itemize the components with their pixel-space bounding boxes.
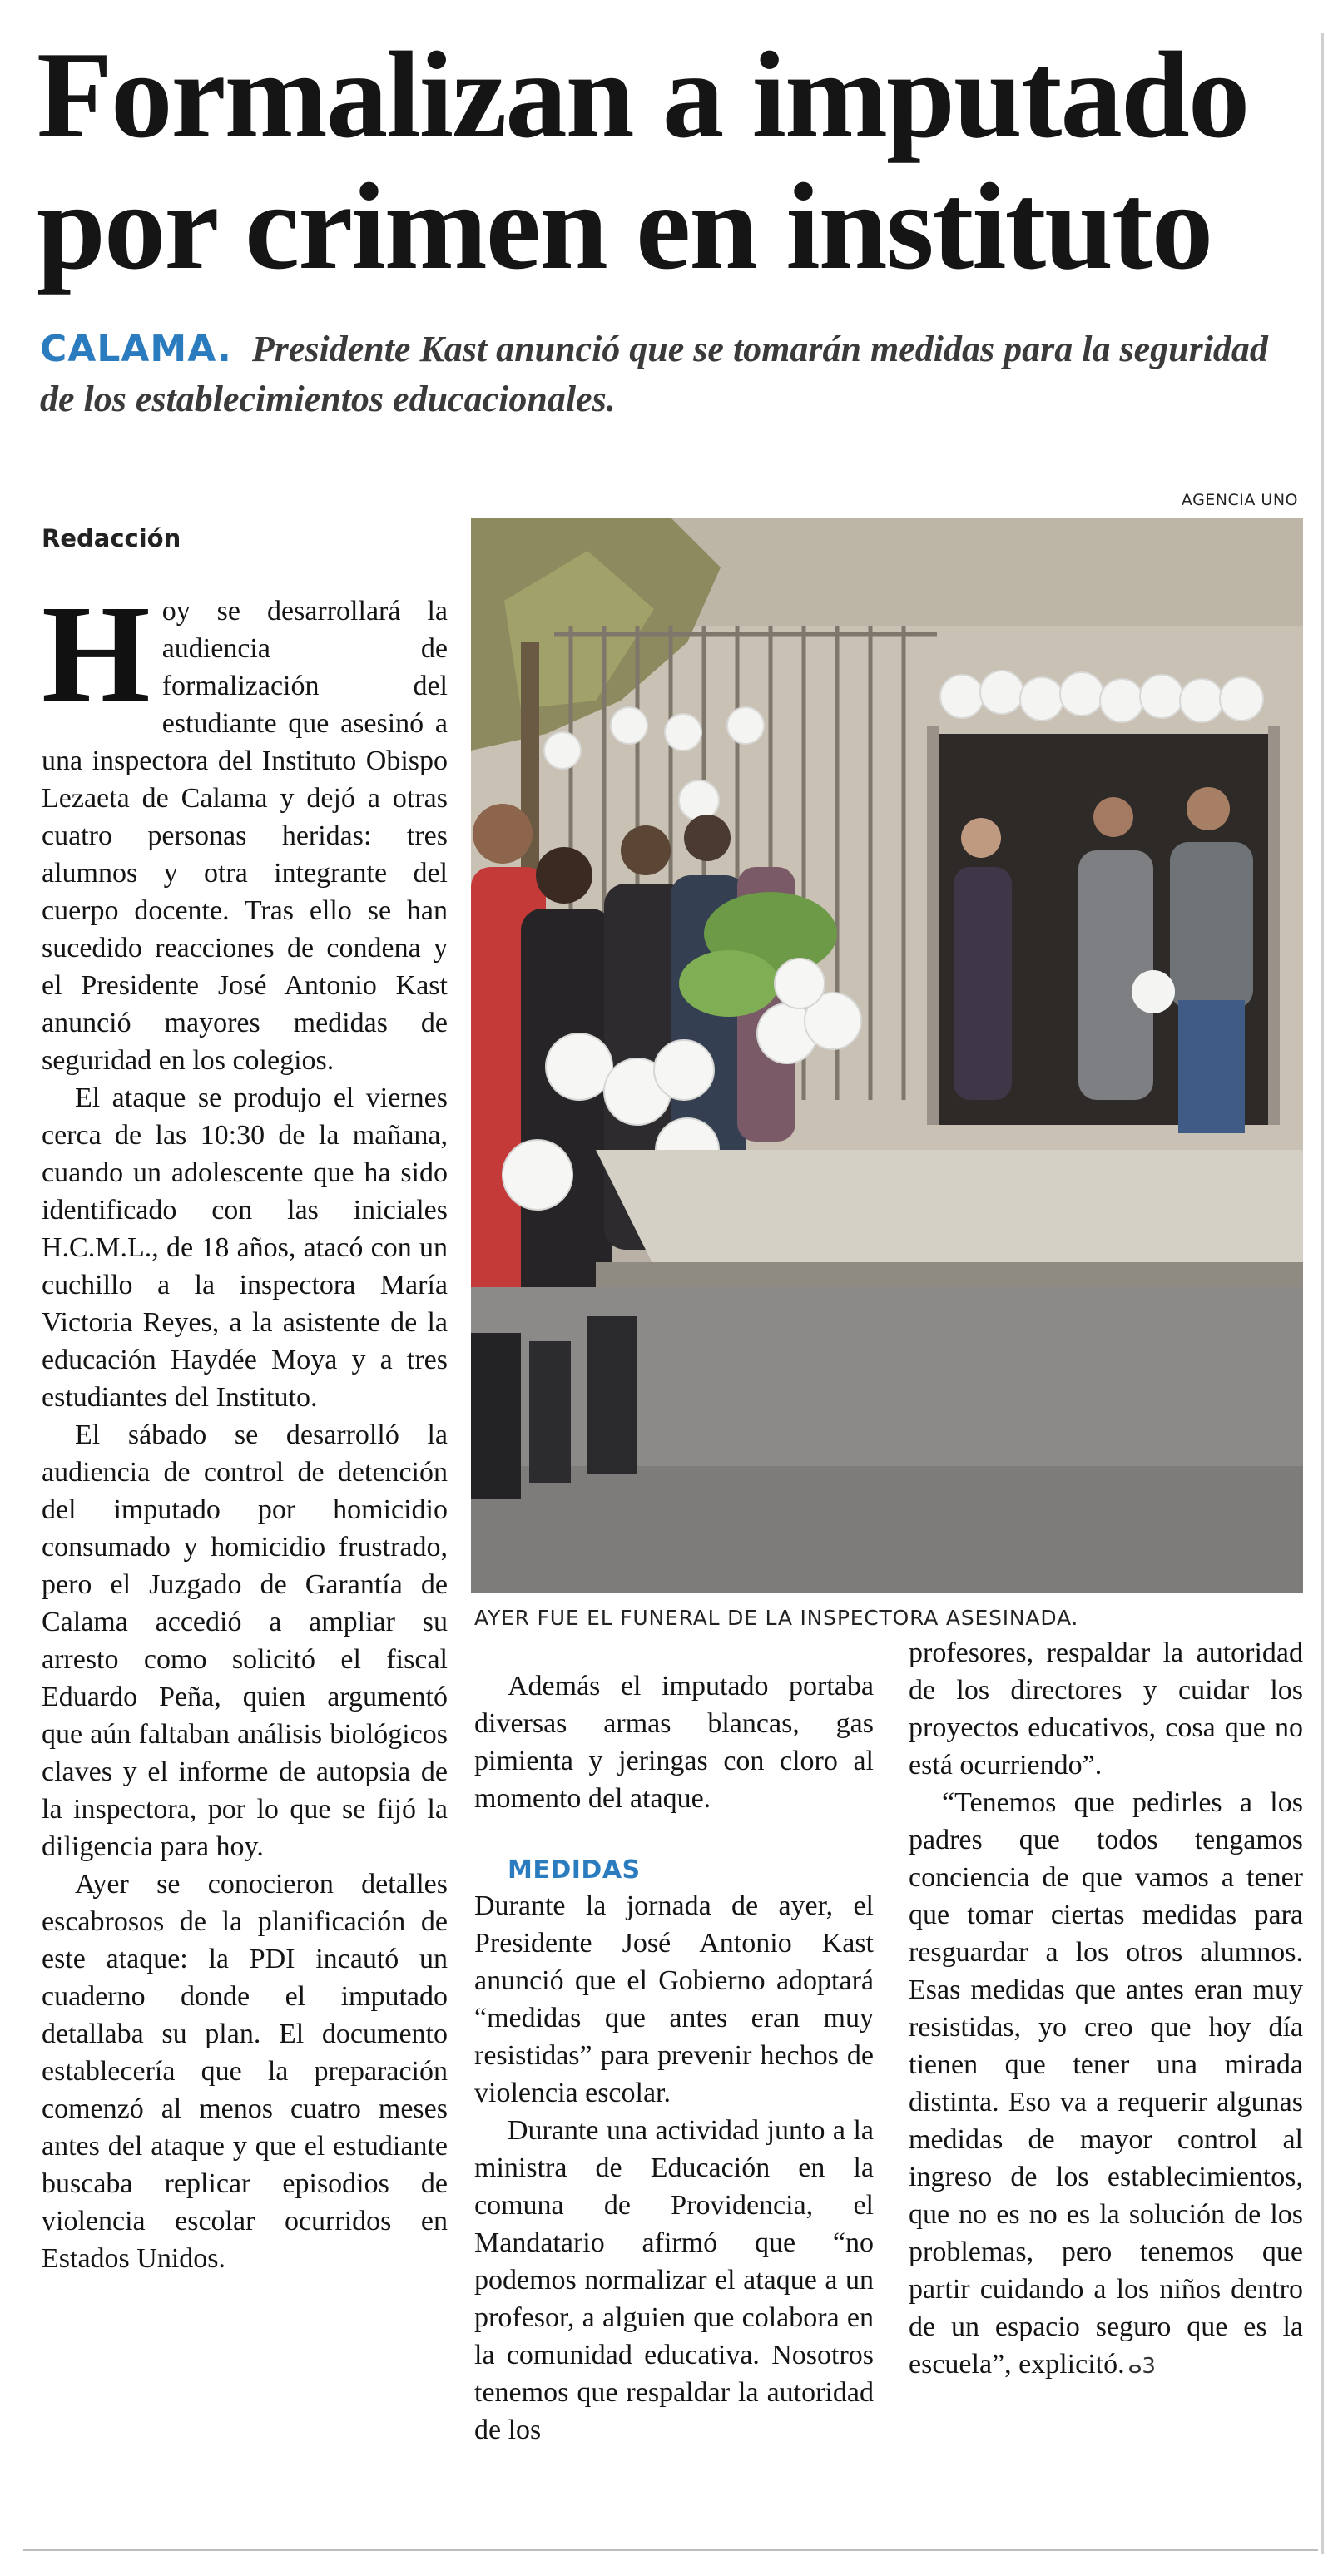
location-tag: CALAMA. — [40, 328, 232, 370]
deck-text: Presidente Kast anunció que se tomarán medidas para la seguridad de los establecimientos educacionales. — [40, 329, 1268, 419]
drop-cap: H — [42, 577, 151, 731]
paragraph-4: Ayer se conocieron detalles escabrosos de la planificación de este ataque: la PDI incautó un cuaderno donde el imputado detallaba su plan. El documento establecería que la preparación comenzó al menos cuatro meses antes del ataque y que el estudiante buscaba replicar episodios de violencia escolar ocurridos en Estados Unidos. — [42, 1869, 448, 2274]
headline-line-2: por crimen en instituto — [37, 158, 1212, 295]
photo-credit: AGENCIA UNO — [1181, 491, 1298, 509]
deck — [40, 324, 1305, 424]
paragraph-3: El sábado se desarrolló la audiencia de control de detención del imputado por homicidio consumado y homicidio frustrado, pero el Juzgado de Garantía de Calama accedió a ampliar su arresto como solicitó el fiscal Eduardo Peña, quien argumentó que aún faltaban análisis biológicos claves y el informe de autopsia de la inspectora, por lo que se fijó la diligencia para hoy. — [42, 1419, 448, 1862]
paragraph-2: El ataque se produjo el viernes cerca de las 10:30 de la mañana, cuando un adolescente que ha sido identificado con las iniciales H.C.M.L., de 18 años, atacó con un cuchillo a la inspectora María Victoria Reyes, a la asistente de la educación Haydée Moya y a tres estudiantes del Instituto. — [42, 1082, 448, 1413]
paragraph-1 — [42, 577, 448, 1079]
paragraph-5: Además el imputado portaba diversas armas blancas, gas pimienta y jeringas con cloro al momento del ataque. — [474, 1671, 874, 1814]
column-1 — [42, 577, 448, 2277]
paragraph-1-text: oy se desarrollará la audiencia de formalización del estudiante que asesinó a una inspectora del Instituto Obispo Lezaeta de Calama y dejó a otras cuatro personas heridas: tres alumnos y otra integrante del cuerpo docente. Tras ello se han sucedido reacciones de condena y el Presidente José Antonio Kast anunció mayores medidas de seguridad en los colegios. — [42, 596, 448, 1076]
paragraph-6: Durante la jornada de ayer, el Presidente José Antonio Kast anunció que el Gobierno adoptará “medidas que antes eran muy resistidas” para prevenir hechos de violencia escolar. — [474, 1890, 874, 2108]
headline — [37, 27, 1310, 295]
bottom-rule — [23, 2549, 1318, 2551]
byline: Redacción — [42, 524, 181, 552]
paragraph-8-text: “Tenemos que pedirles a los padres que todos tengamos conciencia de que vamos a tener que tomar ciertas medidas para resguardar a los otros alumnos. Esas medidas que antes eran muy resistidas, yo creo que hoy día tienen que tener una mirada distinta. Eso va a requerir algunas medidas de mayor control al ingreso de los establecimientos, que no es no es la solución de los problemas, pero tenemos que partir cuidando a los niños dentro de un espacio seguro que es la escuela”, explicitó. — [909, 1787, 1303, 2380]
column-2 — [474, 1667, 874, 2449]
end-mark-icon: ⴰ3 — [1127, 2354, 1156, 2379]
headline-line-1: Formalizan a imputado — [37, 27, 1249, 164]
paragraph-8 — [909, 1784, 1303, 2385]
funeral-photo — [471, 518, 1303, 1593]
subhead-medidas: MEDIDAS — [508, 1855, 641, 1885]
column-3 — [909, 1634, 1303, 2385]
paragraph-7-continued: profesores, respaldar la autoridad de los directores y cuidar los proyectos educativos, cosa que no está ocurriendo”. — [909, 1637, 1303, 1781]
photo-caption: AYER FUE EL FUNERAL DE LA INSPECTORA ASESINADA. — [474, 1606, 1079, 1630]
column-rule — [1321, 33, 1324, 2554]
paragraph-7: Durante una actividad junto a la ministra de Educación en la comuna de Providencia, el Mandatario afirmó que “no podemos normalizar el ataque a un profesor, a alguien que colabora en la comunidad educativa. Nosotros tenemos que respaldar la autoridad de los — [474, 2115, 874, 2445]
